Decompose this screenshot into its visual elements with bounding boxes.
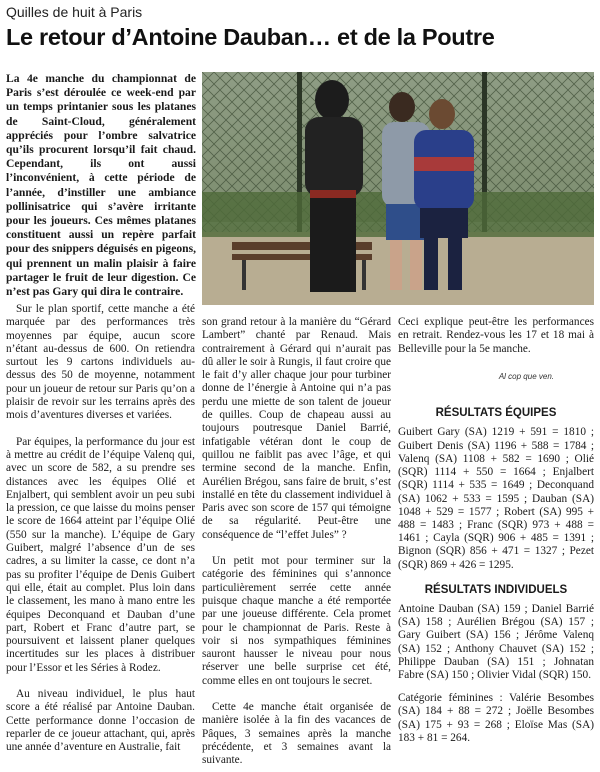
article-column-3 (398, 316, 594, 755)
results-women: Catégorie féminines : Valérie Besombes (SA) 184 + 88 = 272 ; Joëlle Besombes (SA) 175 + 93 = 268 ; Eloïse Mas (SA) 183 + 81 = 264. (398, 692, 594, 744)
article-paragraph: Au niveau individuel, le plus haut score a été réalisé par Antoine Dauban. Cette performance donne l’occasion de reparler de ce joueur attachant, qui, après une année d’aventure en Australie, fait (6, 688, 195, 754)
article-paragraph: Un petit mot pour terminer sur la catégorie des féminines qui s’annonce particulièrement serrée cette année puisque chaque manche a été remportée par une joueuse différente. Cela promet pour le championnat de Paris. Reste à voir si nos sympathiques féminines sauront hausser le niveau pour nous réserver une belle surprise cet été, comme elles en ont toujours le secret. (202, 555, 391, 687)
article-lead: La 4e manche du championnat de Paris s’est déroulée ce week-end par un temps printanier sous les platanes de Saint-Cloud, généralement appréciés pour l’ombre salvatrice qu’ils procurent lorsqu’il fait chaud. Cependant, ils ont aussi l’inconvénient, à cette période de l’année, d’instiller une ambiance pollinisatrice qui s’avère irritante pour les joueurs. Ces mêmes platanes constituent aussi un repère parfait pour des snippers déguisés en pigeons, qui prennent un malin plaisir à faire partager le fruit de leur digestion. Ce n’est pas Gary qui dira le contraire. (6, 72, 196, 299)
article-column-2 (202, 316, 391, 772)
results-teams-title: RÉSULTATS ÉQUIPES (435, 407, 557, 420)
article-column-1 (6, 303, 195, 768)
photo-illustration (202, 72, 594, 305)
article-paragraph: Cette 4e manche était organisée de manière isolée à la fin des vacances de Pâques, 3 semaines après la manche précédente, et 3 semaines avant la suivante. (202, 701, 391, 767)
results-individual-title: RÉSULTATS INDIVIDUELS (424, 583, 568, 596)
article-photo (202, 72, 594, 305)
author-signature: Al cop que ven. (498, 371, 554, 381)
section-kicker: Quilles de huit à Paris (6, 4, 143, 20)
article-paragraph: son grand retour à la manière du “Gérard Lambert” chanté par Renaud. Mais contrairement à Gérard qui n’aurait pas dû aller le soir à Rungis, il faut croire que le fait d’y aller chaque jour pour turbiner donne de l’énergie à Antoine qui n’a pas perdu une miette de son talent de joueur de quilles. Coup de chapeau aussi au toujours poutresque Daniel Barrié, infatigable vétéran dont le coup de quillou ne faiblit pas avec l’âge, et qui termine second de la manche. Enfin, Aurélien Brégou, sans faire de bruit, s’est installé en tête du classement individuel à Paris avec son score de 157 qui témoigne de sa régularité. Peut-être une conséquence de “l’effet Jules” ? (202, 316, 391, 541)
article-paragraph: Sur le plan sportif, cette manche a été marquée par des performances très moyennes par équipe, aucun score n’étant au-dessus de 600. On retiendra surtout les 9 cartons individuels au-dessus des 50 de moyenne, notamment pour un joueur de retour sur Paris qu’on a plaisir de revoir sur les terrains après des mois d’aventures diverses et variées. (6, 303, 195, 422)
results-teams: Guibert Gary (SA) 1219 + 591 = 1810 ; Guibert Denis (SA) 1196 + 588 = 1784 ; Valenq (SA) 1108 + 582 = 1690 ; Olié (SQR) 1114 + 550 = 1664 ; Enjalbert (SQR) 1114 + 535 = 1649 ; Deconquand (SA) 1062 + 533 = 1595 ; Dauban (SA) 1048 + 529 = 1577 ; Robert (SA) 995 + 488 = 1483 ; Franc (SQR) 973 + 488 = 1461 ; Cayla (SQR) 906 + 485 = 1391 ; Bignon (SQR) 856 + 471 = 1327 ; Pezet (SQR) 869 + 426 = 1295. (398, 426, 594, 571)
article-paragraph: Par équipes, la performance du jour est à mettre au crédit de l’équipe Valenq qui, avec un score de 582, a su prendre ses distances avec les équipes Olié et Enjalbert, qui semblent avoir un peu subi la pression, ce que laisse du moins penser le score de 1664 atteint par l’équipe Olié (550 sur la manche). L’équipe de Gary Guibert, malgré l’absence d’un de ses cadres, a su limiter la casse, ce dont n’a pas su profiter l’équipe de Denis Guibert qui elle, était au complet. Plus loin dans le classement, les mano à mano entre les équipes Deconquand et Dauban d’une part, Robert et Franc d’autre part, se poursuivent et laissent planer quelques incertitudes sur les places à distribuer pour l’Essor et les Séries à Rodez. (6, 435, 195, 674)
article-headline: Le retour d’Antoine Dauban… et de la Poutre (6, 24, 495, 50)
article-paragraph: Ceci explique peut-être les performances en retrait. Rendez-vous les 17 et 18 mai à Belleville pour la 5e manche. (398, 316, 594, 355)
results-individual: Antoine Dauban (SA) 159 ; Daniel Barrié (SA) 158 ; Aurélien Brégou (SA) 157 ; Gary Guibert (SA) 156 ; Jérôme Valenq (SA) 152 ; Anthony Chauvet (SA) 152 ; Philippe Dauban (SA) 151 ; Johnatan Fabre (SA) 150 ; Olivier Vidal (SQR) 150. (398, 603, 594, 682)
